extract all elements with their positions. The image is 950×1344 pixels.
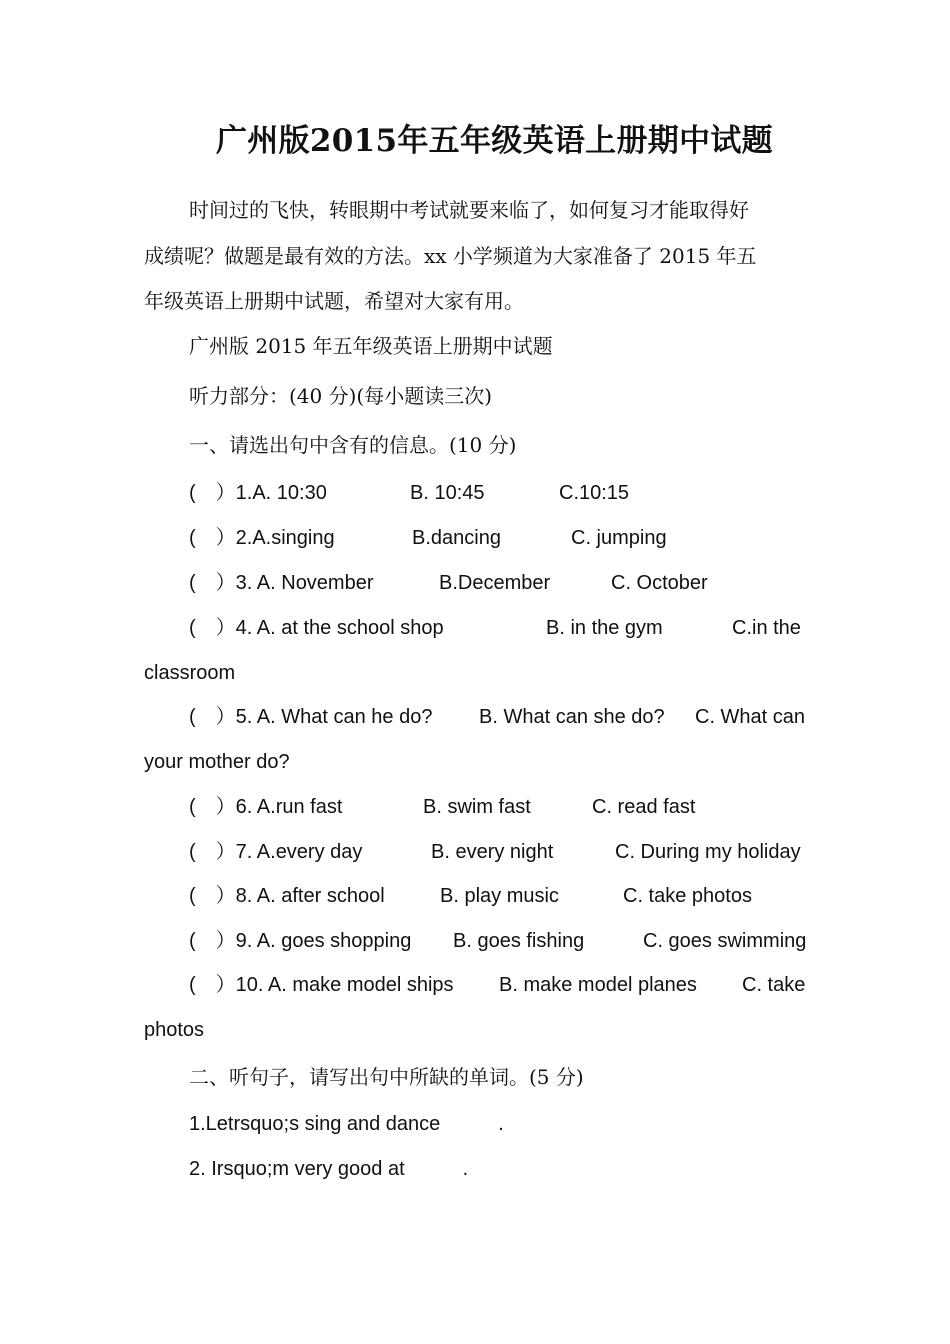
question-1-option-c: C.10:15: [559, 482, 630, 504]
question-2-option-a: ( ）2.A.singing: [189, 527, 335, 549]
fill-blank-1-end: .: [498, 1113, 504, 1135]
fill-blank-2: [189, 1152, 809, 1186]
question-9-option-a: ( ）9. A. goes shopping: [189, 930, 412, 952]
question-4-option-b: B. in the gym: [546, 617, 663, 639]
question-3-option-a: ( ）3. A. November: [189, 572, 374, 594]
document-title: 广州版2015年五年级英语上册期中试题: [216, 123, 773, 159]
question-9-option-c: C. goes swimming: [643, 930, 807, 952]
question-6-option-b: B. swim fast: [423, 796, 531, 818]
question-1-option-a: ( ）1.A. 10:30: [189, 482, 327, 504]
question-7-option-b: B. every night: [431, 841, 554, 863]
question-5-option-c: C. What can: [695, 706, 806, 728]
question-10-option-c: C. take: [742, 974, 806, 996]
fill-blank-1: [189, 1107, 809, 1141]
question-3-option-b: B.December: [439, 572, 551, 594]
question-4-option-a: ( ）4. A. at the school shop: [189, 617, 444, 639]
question-5-option-a: ( ）5. A. What can he do?: [189, 706, 433, 728]
question-10-option-a: ( ）10. A. make model ships: [189, 974, 454, 996]
exam-subtitle: 广州版 2015 年五年级英语上册期中试题: [189, 334, 553, 358]
question-8-option-a: ( ）8. A. after school: [189, 885, 385, 907]
section-one-heading: 一、请选出句中含有的信息。(10 分): [189, 433, 517, 457]
question-7-option-a: ( ）7. A.every day: [189, 841, 363, 863]
question-6-option-a: ( ）6. A.run fast: [189, 796, 343, 818]
fill-blank-1-text: 1.Letrsquo;s sing and dance: [189, 1113, 441, 1135]
question-4-option-c: C.in the: [732, 617, 801, 639]
fill-blank-2-text: 2. Irsquo;m very good at: [189, 1158, 405, 1180]
question-7-option-c: C. During my holiday: [615, 841, 801, 863]
listening-header: 听力部分：(40 分)(每小题读三次): [189, 384, 493, 408]
question-4-wrap: classroom: [144, 662, 236, 684]
question-2-option-c: C. jumping: [571, 527, 667, 549]
question-6-option-c: C. read fast: [592, 796, 696, 818]
fill-blank-2-end: .: [462, 1158, 469, 1180]
question-5-wrap: your mother do?: [144, 751, 290, 773]
question-8-option-c: C. take photos: [623, 885, 752, 907]
section-two-heading: 二、听句子，请写出句中所缺的单词。(5 分): [189, 1065, 584, 1089]
question-9-option-b: B. goes fishing: [453, 930, 585, 952]
question-8-option-b: B. play music: [440, 885, 559, 907]
question-2-option-b: B.dancing: [412, 527, 501, 549]
question-10-option-b: B. make model planes: [499, 974, 697, 996]
question-1-option-b: B. 10:45: [410, 482, 485, 504]
question-5-option-b: B. What can she do?: [479, 706, 665, 728]
question-10-wrap: photos: [144, 1019, 205, 1041]
intro-line-1: 时间过的飞快，转眼期中考试就要来临了，如何复习才能取得好: [189, 198, 749, 222]
question-3-option-c: C. October: [611, 572, 708, 594]
intro-line-3: 年级英语上册期中试题，希望对大家有用。: [144, 289, 524, 313]
intro-line-2: 成绩呢？做题是最有效的方法。xx 小学频道为大家准备了 2015 年五: [144, 244, 757, 268]
